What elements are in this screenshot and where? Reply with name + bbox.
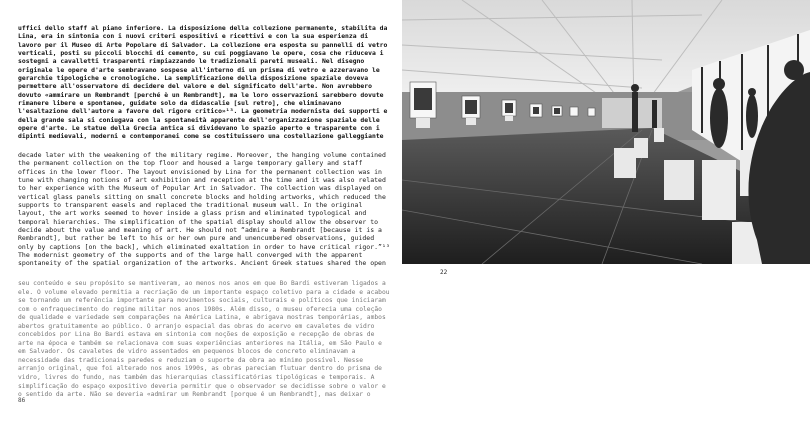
italian-line: opere d'arte. Le statue della Grecia antica si dividevano lo spazio aperto e trasparente con i <box>18 124 380 133</box>
english-line: vertical glass panels sitting on small concrete blocks and holding artworks, which reduced the <box>18 192 386 201</box>
english-line: the permanent collection on the top floor and housed a large temporary gallery and staff <box>18 159 363 168</box>
portuguese-line: seu conteúdo e seu propósito se mantiveram, ao menos nos anos em que Bo Bardi estiveram ligados a <box>18 280 386 287</box>
portuguese-line: vidro, livres do fundo, nas também das hierarquias classificatórias tipológicas e temporais. A <box>18 374 375 382</box>
portuguese-line: ele. O volume elevado permitia a recriação de um importante espaço coletivo para a cidade e acabou <box>18 288 390 296</box>
english-line: decide about the value and meaning of art. He should not “admire a Rembrandt [because it is a <box>18 226 382 235</box>
portuguese-line: o sentido da arte. Não se deveria «admirar um Rembrandt [porque é um Rembrandt], mas deixar o <box>18 391 371 399</box>
page-number: 86 <box>18 397 26 404</box>
italian-line: l'esaltazione dell'autore a favore del rigore critico»¹³. La geometria modernista dei supporti e <box>18 107 388 116</box>
english-line: supports to transparent easels and replaced the traditional museum wall. In the original <box>18 201 363 210</box>
english-line: Rembrandt], but rather be left to his or her own pure and unencumbered observations, guided <box>18 234 375 243</box>
english-line: layout, the art works seemed to hover inside a glass prism and eliminated typological and <box>18 209 367 218</box>
italian-line: dipinti medievali, moderni e contemporanei come se costituissero una costellazione galleggiante <box>18 132 384 141</box>
figure-number: 22 <box>440 269 448 276</box>
italian-line: permettere all'osservatore di decidere del valore e del significato dell'arte. Non avrebbero <box>18 82 372 91</box>
italian-line: Lina, era in sintonia con i nuovi criteri espositivi e ricettivi e con la sua esperienza di <box>18 32 369 41</box>
italian-line: dovuto «ammirare un Rembrandt [perché è un Rembrandt], ma le loro osservazioni sarebbero dovute <box>18 90 384 99</box>
english-line: The modernist geometry of the supports and of the large hall converged with the apparent <box>18 251 363 260</box>
italian-line: rimanere libere e spontanee, guidate solo da didascalie [sul retro], che eliminavano <box>18 99 342 108</box>
portuguese-text-block <box>18 280 396 400</box>
english-line: temporal hierarchies. The simplification of the spatial display should allow the observer to <box>18 217 379 226</box>
portuguese-line: de qualidade e variedade sem comparações na América Latina, e abrigava mostras temporárias, ambos <box>18 314 386 322</box>
portuguese-line: abertos gratuitamente ao público. O arranjo espacial das obras do acervo em cavaletes de vidro <box>18 322 375 330</box>
portuguese-line: simplificação do espaço expositivo deveria permitir que o observador se decidisse sobre o valor e <box>18 382 386 390</box>
gallery-photograph <box>402 0 810 264</box>
english-line: spontaneity of the spatial organization of the artworks. Ancient Greek statues shared the open <box>18 259 386 268</box>
english-line: to her experience with the Museum of Popular Art in Salvador. The collection was displayed on <box>18 184 382 193</box>
portuguese-line: se tornando um referência importante para movimentos sociais, culturais e políticos que iniciaram <box>18 297 386 305</box>
portuguese-line: arte na época e também se relacionava com suas experiências anteriores na Itália, em São Paulo e <box>18 339 382 347</box>
italian-line: originale le opere d'arte sembravano sospese all'interno di un prisma di vetro e azzeravano le <box>18 65 380 74</box>
english-line: tune with changing notions of art exhibition and reception at the time and it was also related <box>18 176 386 185</box>
english-line: offices in the lower floor. The layout envisioned by Lina for the permanent collection was in <box>18 167 382 176</box>
english-line: only by captions [on the back], which eliminated exaltation in order to have critical rigor.”¹³ <box>18 242 390 251</box>
portuguese-line: em Salvador. Os cavaletes de vidro assentados em pequenos blocos de concreto eliminavam a <box>18 348 356 356</box>
italian-line: della grande sala si coniugava con la spontaneità apparente dell'organizzazione spaziale delle <box>18 115 380 124</box>
portuguese-line: arranjo original, que foi alterado nos anos 1990s, as obras pareciam flutuar dentro do prisma de <box>18 365 382 373</box>
italian-line: sostegni a cavalletti trasparenti rimpiazzando le tradizionali pareti museali. Nel disegno <box>18 57 365 66</box>
italian-line: lavoro per il Museo di Arte Popolare di Salvador. La collezione era esposta su pannelli di vetro <box>18 40 388 49</box>
italian-text-block <box>18 24 394 141</box>
english-text-block <box>18 151 396 268</box>
portuguese-line: necessidade das tradicionais paredes e reduziam o suporte da obra ao mínimo possível. Nesse <box>18 356 363 364</box>
gallery-photograph-image <box>402 0 810 264</box>
italian-line: uffici dello staff al piano inferiore. La disposizione della collezione permanente, stabilita da <box>18 24 388 32</box>
italian-line: gerarchie tipologiche e cronologiche. La semplificazione della disposizione spaziale doveva <box>18 74 369 83</box>
portuguese-line: com o enfraquecimento do regime militar nos anos 1980s. Além disso, o museu oferecia uma coleção <box>18 305 382 313</box>
italian-line: verticali, posti su piccoli blocchi di cemento, su cui poggiavano le opere, cosa che riduceva i <box>18 49 384 58</box>
portuguese-line: concebidos por Lina Bo Bardi estava em sintonia com noções de exposição e recepção de obras de <box>18 331 375 339</box>
english-line: decade later with the weakening of the military regime. Moreover, the hanging volume contained <box>18 151 386 159</box>
